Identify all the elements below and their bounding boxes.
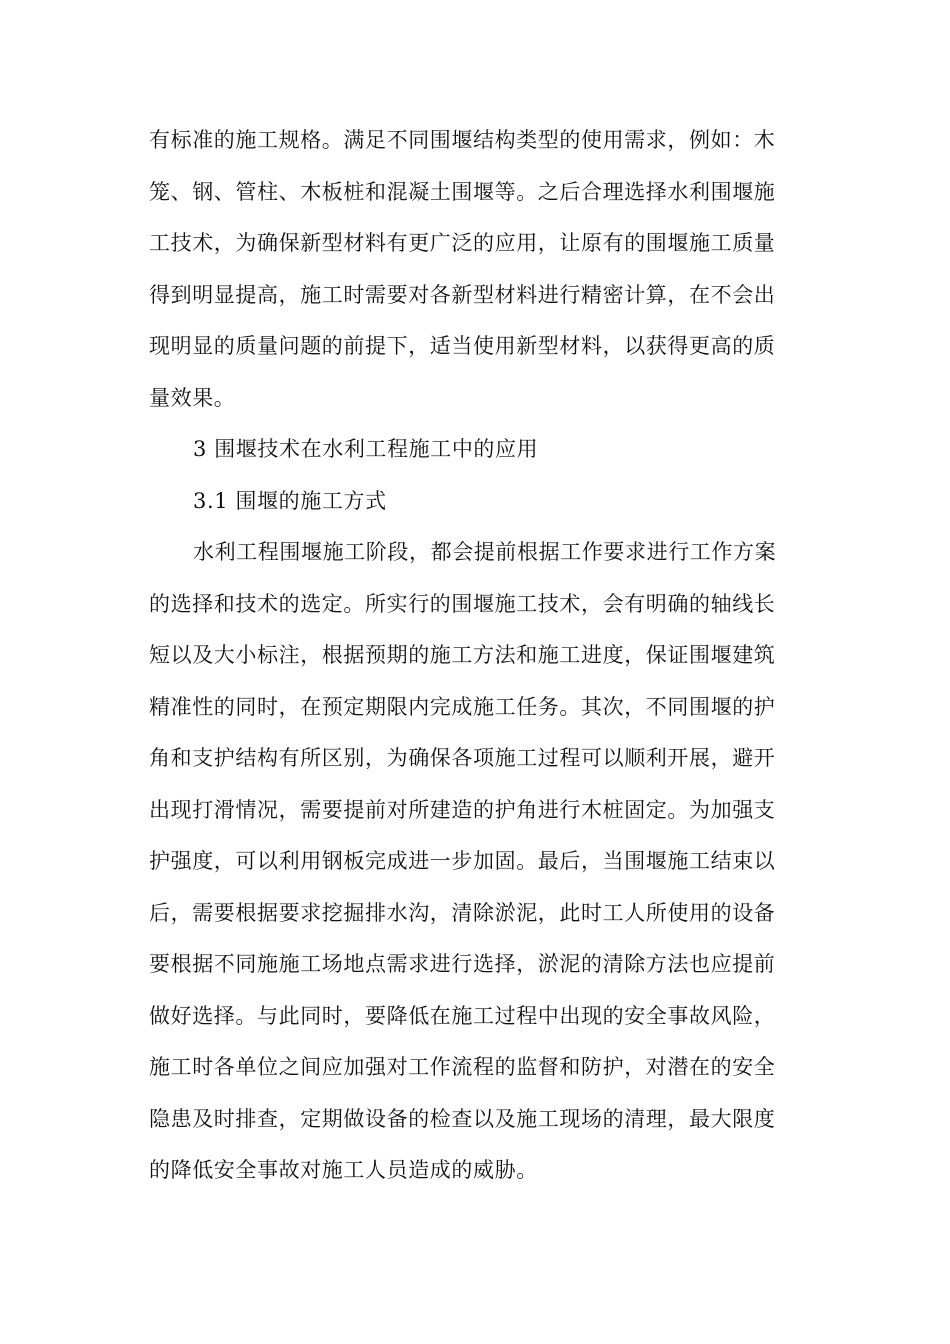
- text-line: 的降低安全事故对施工人员造成的威胁。: [149, 1158, 538, 1182]
- text-line: 量效果。: [149, 385, 236, 410]
- text-line: 做好选择。与此同时，要降低在施工过程中出现的安全事故风险，: [149, 1003, 776, 1028]
- text-line: 护强度，可以利用钢板完成进一步加固。最后，当围堰施工结束以: [149, 849, 776, 873]
- text-line: 施工时各单位之间应加强对工作流程的监督和防护，对潜在的安全: [149, 1055, 776, 1079]
- text-line: 精准性的同时，在预定期限内完成施工任务。其次，不同围堰的护: [149, 694, 776, 719]
- text-line: 有标准的施工规格。满足不同围堰结构类型的使用需求，例如：木: [149, 128, 776, 152]
- text-line: 现明显的质量问题的前提下，适当使用新型材料，以获得更高的质: [149, 334, 776, 358]
- text-line: 笼、钢、管柱、木板桩和混凝土围堰等。之后合理选择水利围堰施: [149, 179, 776, 204]
- paragraph-first-line: 水利工程围堰施工阶段，都会提前根据工作要求进行工作方案: [193, 540, 777, 564]
- text-line: 要根据不同施施工场地点需求进行选择，淤泥的清除方法也应提前: [149, 952, 776, 976]
- text-line: 的选择和技术的选定。所实行的围堰施工技术，会有明确的轴线长: [149, 591, 776, 616]
- text-line: 角和支护结构有所区别，为确保各项施工过程可以顺利开展，避开: [149, 746, 776, 770]
- text-line: 短以及大小标注，根据预期的施工方法和施工进度，保证围堰建筑: [149, 643, 776, 667]
- text-line: 隐患及时排查，定期做设备的检查以及施工现场的清理，最大限度: [149, 1106, 776, 1131]
- text-line: 工技术，为确保新型材料有更广泛的应用，让原有的围堰施工质量: [149, 231, 776, 255]
- text-line: 出现打滑情况，需要提前对所建造的护角进行木桩固定。为加强支: [149, 797, 776, 822]
- text-line: 后，需要根据要求挖掘排水沟，清除淤泥，此时工人所使用的设备: [149, 900, 776, 925]
- subsection-heading: 3.1 围堰的施工方式: [193, 488, 387, 513]
- text-line: 得到明显提高，施工时需要对各新型材料进行精密计算，在不会出: [149, 282, 776, 307]
- section-heading: 3 围堰技术在水利工程施工中的应用: [193, 437, 539, 461]
- body-text: [149, 115, 809, 1197]
